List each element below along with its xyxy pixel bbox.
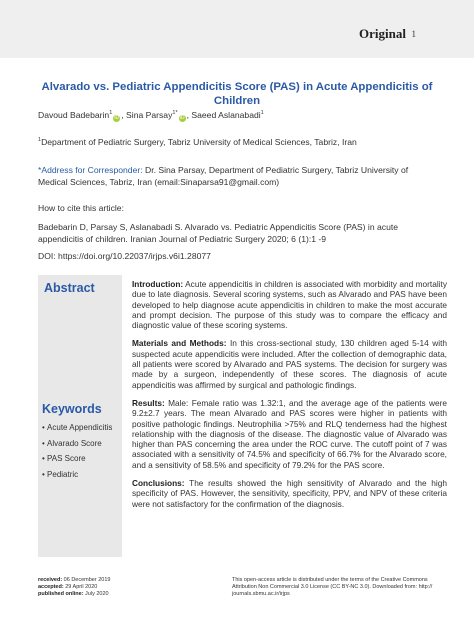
section-label: Materials and Methods: <box>132 338 227 349</box>
affiliation-text: Department of Pediatric Surgery, Tabriz University of Medical Sciences, Tabriz, Iran <box>41 137 357 147</box>
published-label: published online: <box>38 591 84 597</box>
cite-heading: How to cite this article: <box>38 203 124 213</box>
published-date <box>38 591 110 598</box>
abstract-methods <box>132 338 447 389</box>
section-text: Acute appendicitis in children is associated with morbidity and mortality due to late diagnosis. Several scoring systems, such as Alvarado and PAS have been developed to help diagnose acute appendicitis in children to make the most accurate and prompt decision. The purpose of this study was to compare the efficacy and diagnostic value of these scoring systems. <box>132 279 447 331</box>
orcid-icon[interactable]: iD <box>114 115 120 121</box>
author-list: Davoud Badebarin$^1$iD , Sina Parsay$^{1*}$iD , Saeed Aslanabadi$^1$ <box>38 110 264 121</box>
affiliation-sup: 1 <box>38 137 42 144</box>
abstract-results <box>132 398 447 470</box>
keyword-item: • PAS Score <box>42 451 112 467</box>
section-label: Results: <box>132 397 165 408</box>
section-label: Introduction: <box>132 279 184 289</box>
keyword-item: • Pediatric <box>42 467 112 483</box>
license-note: This open-access article is distributed under the terms of the Creative Commons Attribution Non Commercial 3.0 License (CC BY-NC 3.0). Downloaded from: http:// journals.sbmu.ac.ir/irjps <box>232 577 433 597</box>
section-text: The results showed the high sensitivity of Alvarado and the high specificity of PAS. However, the sensitivity, specificity, PPV, and NPV of these criteria were not satisfactory for the confirmation of the diagnosis. <box>132 478 447 509</box>
citation-text: Badebarin D, Parsay S, Aslanabadi S. Alvarado vs. Pediatric Appendicitis Score (PAS) in acute appendicitis of children. Iranian Journal of Pediatric Surgery 2020; 6 (1):1 -9 <box>38 222 399 244</box>
correspondence-text: Dr. Sina Parsay, Department of Pediatric Surgery, Tabriz University of Medical Sciences, Tabriz, Iran (email:Sinaparsa91@gmail.com) <box>38 165 409 187</box>
article-dates <box>38 577 110 598</box>
doi-link[interactable]: DOI: https://doi.org/10.22037/irjps.v6i1.28077 <box>38 251 211 261</box>
section-text: In this cross-sectional study, 130 children aged 5-14 with suspected acute appendicitis were included. After the collection of demographic data, all patients were scored by Alvarado and PAS systems. The decision for surgery was made by a surgeon, independently of these scores. The diagnosis of acute appendicitis was affirmed by surgical and pathologic findings. <box>132 338 447 390</box>
abstract-conclusions <box>132 478 447 509</box>
accepted-value: 29 April 2020 <box>63 584 98 590</box>
abstract-heading: Abstract <box>44 281 95 295</box>
section-label: Conclusions: <box>132 478 185 489</box>
page-number: 1 <box>411 29 416 39</box>
received-date <box>38 577 110 584</box>
affiliation <box>38 137 438 147</box>
accepted-label: accepted: <box>38 584 64 590</box>
section-text: Male: Female ratio was 1.32:1, and the average age of the patients were 9.2±2.7 years. The mean Alvarado and PAS scores were higher in patients with positive pathologic findings. Neutrophilia >75% and RLQ tenderness had the highest relationship with the diagnosis of the disease. The diagnostic value of Alvarado was higher than PAS concerning the area under the ROC curve. The cutoff point of 7 was associated with a sensitivity of 74.5% and specificity of 66.7% for the Alvarado score, and a sensitivity of 58.5% and specificity of 79.2% for the PAS score. <box>132 397 447 470</box>
author-affil-sup: 1 <box>260 110 264 117</box>
correspondence <box>38 165 438 188</box>
abstract-body <box>132 279 447 517</box>
received-label: received: <box>38 577 63 583</box>
correspondence-label: *Address for Corresponder: <box>38 165 143 175</box>
article-title: Alvarado vs. Pediatric Appendicitis Score (PAS) in Acute Appendicitis of Children <box>41 81 433 107</box>
accepted-date <box>38 584 110 591</box>
author-affil-sup: 1 <box>109 110 113 117</box>
abstract-sidebar <box>38 275 122 557</box>
keyword-list <box>42 420 112 482</box>
abstract-introduction <box>132 279 447 330</box>
article-type-label: Original <box>359 26 406 41</box>
published-value: July 2020 <box>83 591 109 597</box>
received-value: 06 December 2019 <box>62 577 111 583</box>
author-affil-sup: 1* <box>172 110 178 117</box>
author-name: Sina Parsay <box>126 110 173 120</box>
keyword-item: • Alvarado Score <box>42 436 112 452</box>
keywords-heading: Keywords <box>42 402 102 416</box>
keyword-item: • Acute Appendicitis <box>42 420 112 436</box>
author-name: Davoud Badebarin <box>38 110 110 120</box>
orcid-icon[interactable]: iD <box>179 115 185 121</box>
author-name: Saeed Aslanabadi <box>191 110 261 120</box>
